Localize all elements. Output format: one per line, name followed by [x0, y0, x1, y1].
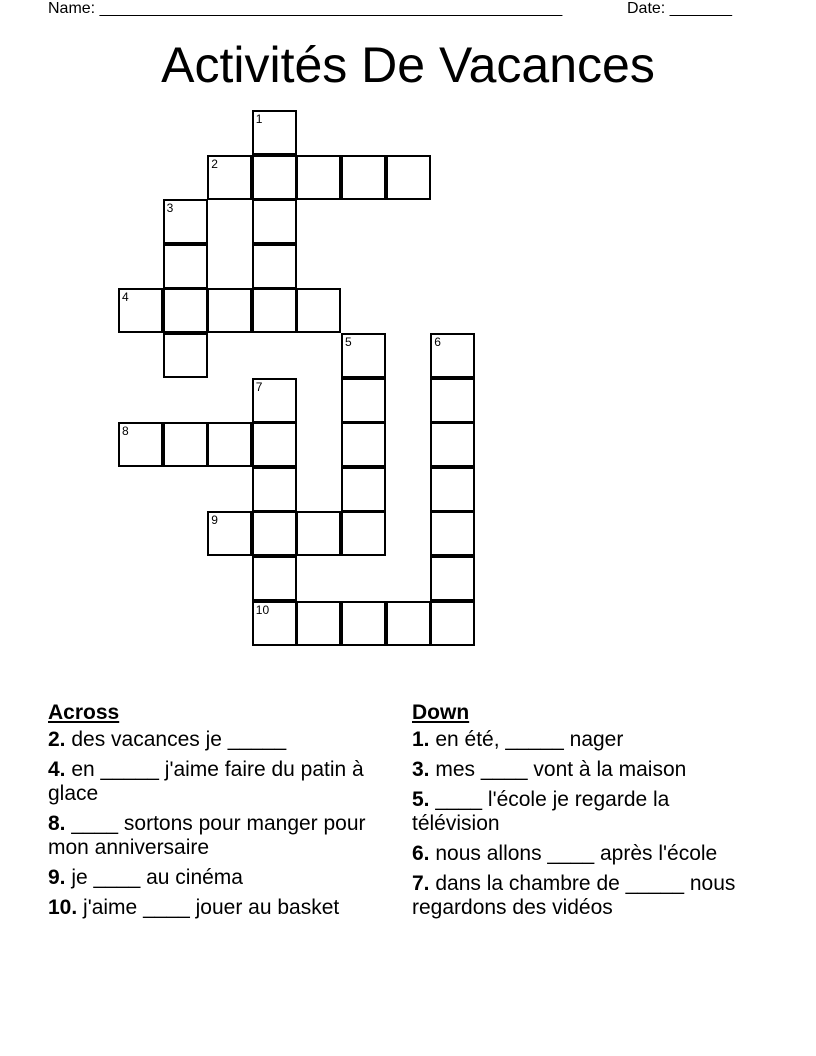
clue-text: dans la chambre de _____ nous regardons des vidéos — [412, 872, 736, 919]
across-clue — [48, 866, 388, 890]
crossword-cell[interactable] — [252, 199, 297, 244]
across-clue — [48, 812, 388, 860]
clue-number: 2. — [48, 728, 66, 751]
crossword-cell[interactable] — [341, 333, 386, 378]
name-field-label: Name: ____________________________________________________ — [48, 0, 563, 17]
across-clue — [48, 896, 388, 920]
clue-number: 10. — [48, 896, 78, 919]
crossword-cell[interactable] — [341, 422, 386, 467]
down-clue — [412, 788, 752, 836]
clue-number: 4. — [48, 758, 66, 781]
clue-number: 8. — [48, 812, 66, 835]
crossword-cell[interactable] — [386, 601, 431, 646]
crossword-cell[interactable] — [207, 422, 252, 467]
crossword-cell[interactable] — [252, 422, 297, 467]
crossword-cell[interactable] — [341, 467, 386, 512]
down-clue — [412, 758, 752, 782]
clue-number: 6 — [434, 335, 441, 349]
crossword-cell[interactable] — [252, 378, 297, 423]
crossword-cell[interactable] — [296, 511, 341, 556]
down-clue — [412, 728, 752, 752]
crossword-cell[interactable] — [341, 155, 386, 200]
date-field-label: Date: _______ — [627, 0, 732, 17]
clue-number: 4 — [122, 290, 129, 305]
clue-number: 5 — [345, 335, 352, 349]
crossword-cell[interactable] — [296, 601, 341, 646]
across-clues — [48, 701, 388, 926]
crossword-cell[interactable] — [386, 155, 431, 200]
crossword-cell[interactable] — [118, 288, 163, 333]
down-heading: Down — [412, 701, 470, 724]
crossword-cell[interactable] — [430, 378, 475, 423]
clue-number: 9. — [48, 866, 66, 889]
crossword-cell[interactable] — [430, 333, 475, 378]
clue-text: nous allons ____ après l'école — [429, 842, 718, 865]
clue-text: j'aime ____ jouer au basket — [77, 896, 340, 919]
crossword-cell[interactable] — [252, 467, 297, 512]
crossword-cell[interactable] — [163, 288, 208, 333]
crossword-cell[interactable] — [296, 155, 341, 200]
down-clue — [412, 842, 752, 866]
crossword-cell[interactable] — [252, 601, 297, 646]
clue-number: 7 — [255, 379, 263, 394]
crossword-cell[interactable] — [252, 155, 297, 200]
clue-text: je ____ au cinéma — [65, 866, 243, 889]
crossword-cell[interactable] — [430, 556, 475, 601]
clue-number: 8 — [122, 424, 129, 439]
down-clue — [412, 872, 752, 920]
clue-text: en _____ j'aime faire du patin à glace — [48, 758, 364, 805]
crossword-cell[interactable] — [163, 333, 208, 378]
crossword-cell[interactable] — [296, 288, 341, 333]
across-heading: Across — [48, 701, 120, 724]
clue-text: en été, _____ nager — [429, 728, 624, 751]
crossword-cell[interactable] — [430, 422, 475, 467]
crossword-cell[interactable] — [163, 199, 208, 244]
crossword-cell[interactable] — [341, 378, 386, 423]
clue-number: 7. — [412, 872, 430, 895]
crossword-cell[interactable] — [252, 288, 297, 333]
crossword-cell[interactable] — [118, 422, 163, 467]
crossword-cell[interactable] — [252, 244, 297, 289]
clue-text: ____ sortons pour manger pour mon anniversaire — [48, 812, 366, 859]
crossword-cell[interactable] — [341, 511, 386, 556]
clue-text: ____ l'école je regarde la télévision — [412, 788, 670, 835]
clue-number: 5. — [412, 788, 430, 811]
crossword-cell[interactable] — [207, 155, 252, 200]
across-clue — [48, 758, 388, 806]
clue-number: 6. — [412, 842, 430, 865]
clue-text: mes ____ vont à la maison — [429, 758, 687, 781]
clue-number: 1 — [255, 112, 263, 126]
clue-number: 9 — [211, 513, 218, 528]
clue-text: des vacances je _____ — [65, 728, 287, 751]
crossword-cell[interactable] — [207, 288, 252, 333]
crossword-cell[interactable] — [252, 511, 297, 556]
clue-number: 3. — [412, 758, 430, 781]
clue-number: 1. — [412, 728, 430, 751]
crossword-cell[interactable] — [252, 110, 297, 155]
crossword-cell[interactable] — [430, 601, 475, 646]
page-title: Activités De Vacances — [161, 37, 655, 93]
crossword-cell[interactable] — [341, 601, 386, 646]
crossword-cell[interactable] — [163, 422, 208, 467]
crossword-cell[interactable] — [252, 556, 297, 601]
crossword-cell[interactable] — [207, 511, 252, 556]
crossword-cell[interactable] — [430, 511, 475, 556]
crossword-cell[interactable] — [430, 467, 475, 512]
across-clue — [48, 728, 388, 752]
crossword-cell[interactable] — [163, 244, 208, 289]
clue-number: 3 — [166, 201, 174, 216]
down-clues — [412, 701, 752, 926]
clue-number: 2 — [211, 156, 218, 171]
clue-number: 10 — [255, 602, 270, 617]
